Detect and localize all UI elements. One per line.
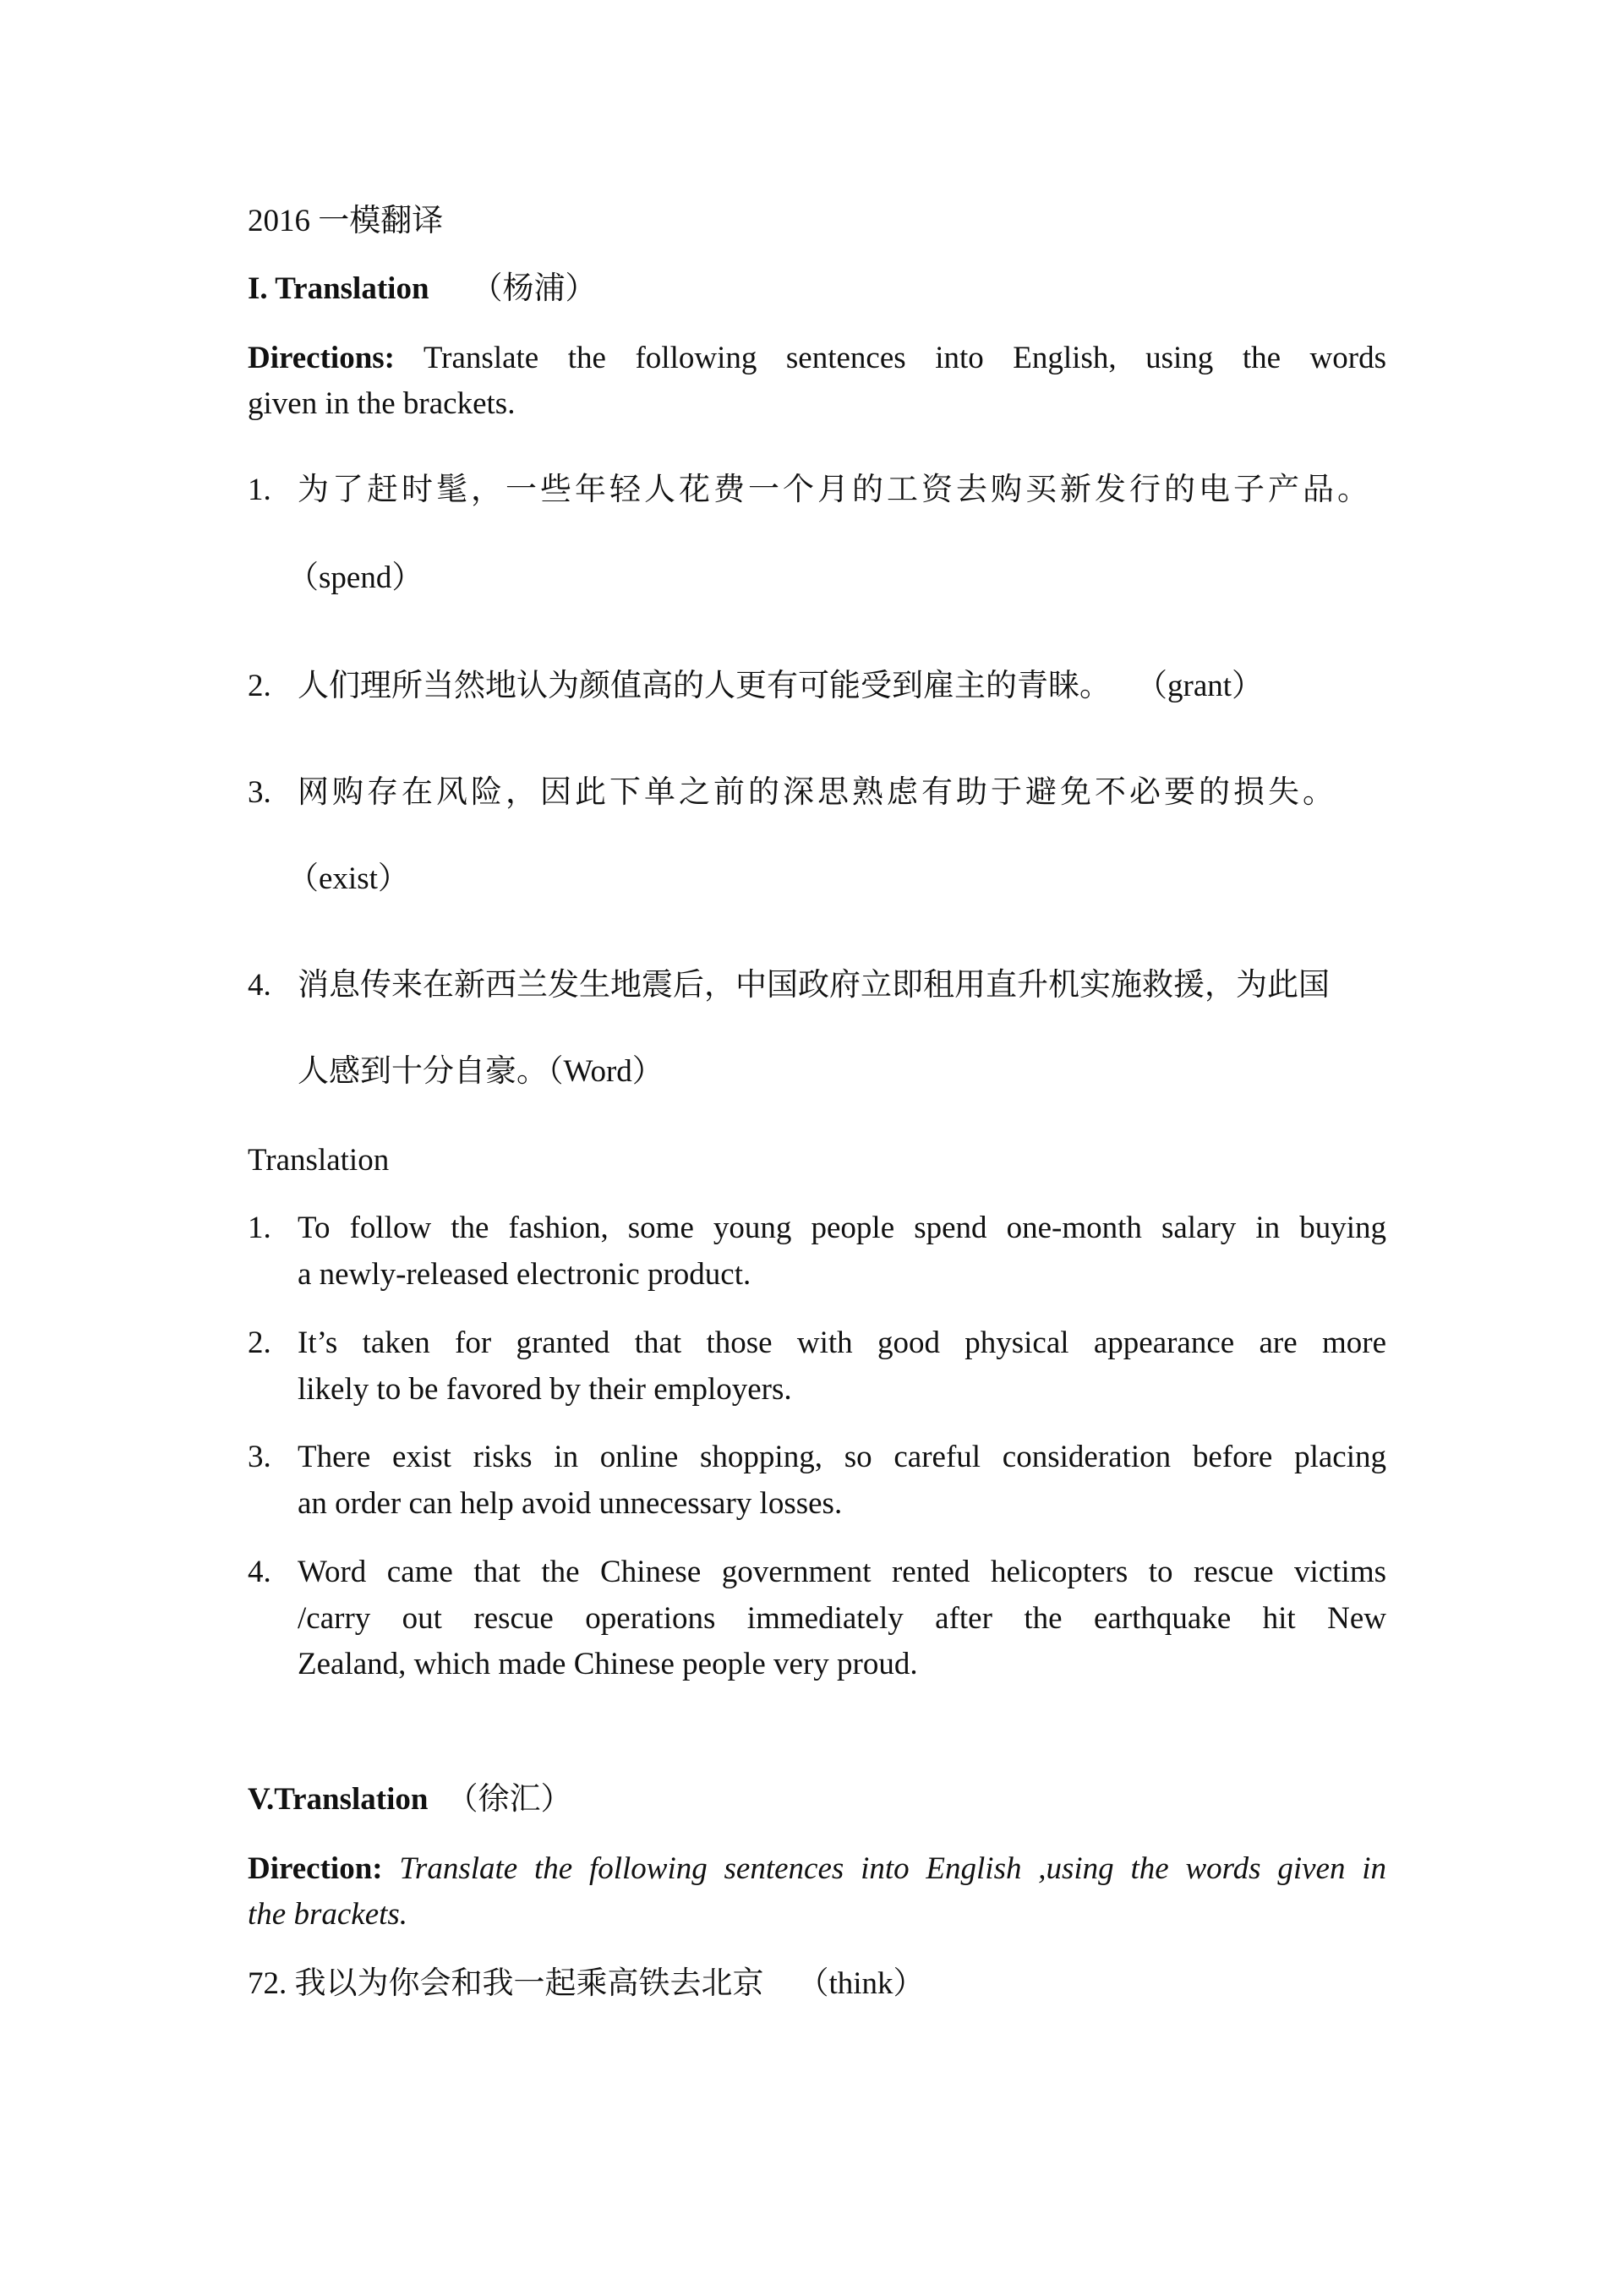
answer-number: 1. (248, 1211, 271, 1245)
question-number: 4. (248, 968, 271, 1003)
answers-heading: Translation (248, 1143, 390, 1178)
answer-text: Word came that the Chinese government rented helicopters to rescue victims (298, 1555, 1386, 1589)
section5-direction-line2: the brackets. (248, 1897, 408, 1932)
question-72 (248, 1961, 1386, 2007)
question-keyword: （grant） (1136, 669, 1264, 703)
answer-1-line1 (248, 1205, 1386, 1251)
question-text: 为了赶时髦，一些年轻人花费一个月的工资去购买新发行的电子产品。 (298, 473, 1372, 507)
question-keyword: （Word） (548, 1054, 664, 1089)
answer-number: 4. (248, 1555, 271, 1589)
question-number: 3. (248, 775, 271, 810)
section5-direction-line1 (248, 1846, 1386, 1892)
answer-text: There exist risks in online shopping, so careful consideration before placing (298, 1440, 1386, 1474)
section1-district: （杨浦） (471, 271, 597, 306)
question-3-keyword: （exist） (287, 861, 409, 896)
question-3 (248, 770, 1386, 816)
answer-text: To follow the fashion, some young people spend one-month salary in buying (298, 1211, 1386, 1245)
question-4-line2 (298, 1049, 1386, 1095)
direction-text: Translate the following sentences into English ,using the words given in (399, 1851, 1387, 1886)
section1-directions-line2: given in the brackets. (248, 386, 516, 421)
question-text: 人感到十分自豪。 (298, 1054, 548, 1089)
document-title: 2016 一模翻译 (248, 204, 444, 238)
question-text: 人们理所当然地认为颜值高的人更有可能受到雇主的青睐。 (298, 669, 1111, 703)
answer-4-line1 (248, 1550, 1386, 1595)
question-2 (248, 664, 1386, 709)
question-text: 消息传来在新西兰发生地震后，中国政府立即租用直升机实施救援，为此国 (298, 968, 1330, 1003)
answer-4-line3: Zealand, which made Chinese people very proud. (298, 1647, 918, 1681)
direction-label: Direction: (248, 1851, 383, 1886)
answer-2-line2: likely to be favored by their employers. (298, 1372, 792, 1407)
answer-number: 2. (248, 1326, 271, 1360)
question-4 (248, 963, 1386, 1009)
answer-4-line2: /carry out rescue operations immediately after the earthquake hit New (298, 1601, 1386, 1636)
section5-heading: V.Translation (248, 1782, 429, 1817)
question-text: 我以为你会和我一起乘高铁去北京 (294, 1966, 764, 2001)
question-number: 2. (248, 669, 271, 703)
section5-heading-row (248, 1777, 1386, 1823)
question-1-keyword: （spend） (287, 560, 424, 595)
question-keyword: （think） (797, 1966, 925, 2001)
answer-1-line2: a newly-released electronic product. (298, 1257, 751, 1292)
section1-heading-row (248, 266, 1386, 312)
answer-number: 3. (248, 1440, 271, 1474)
question-text: 网购存在风险，因此下单之前的深思熟虑有助于避免不必要的损失。 (298, 775, 1337, 810)
section1-heading: I. Translation (248, 271, 429, 306)
answer-2-line1 (248, 1320, 1386, 1366)
question-number: 1. (248, 473, 271, 507)
answer-text: It’s taken for granted that those with good physical appearance are more (298, 1326, 1386, 1360)
section1-directions-line1 (248, 336, 1386, 381)
question-1 (248, 467, 1386, 513)
section5-district: （徐汇） (446, 1782, 572, 1817)
directions-text: Translate the following sentences into English, using the words (423, 341, 1386, 375)
answer-3-line1 (248, 1435, 1386, 1480)
directions-label: Directions: (248, 341, 395, 375)
answer-3-line2: an order can help avoid unnecessary losses. (298, 1486, 843, 1521)
question-number: 72. (248, 1966, 287, 2001)
